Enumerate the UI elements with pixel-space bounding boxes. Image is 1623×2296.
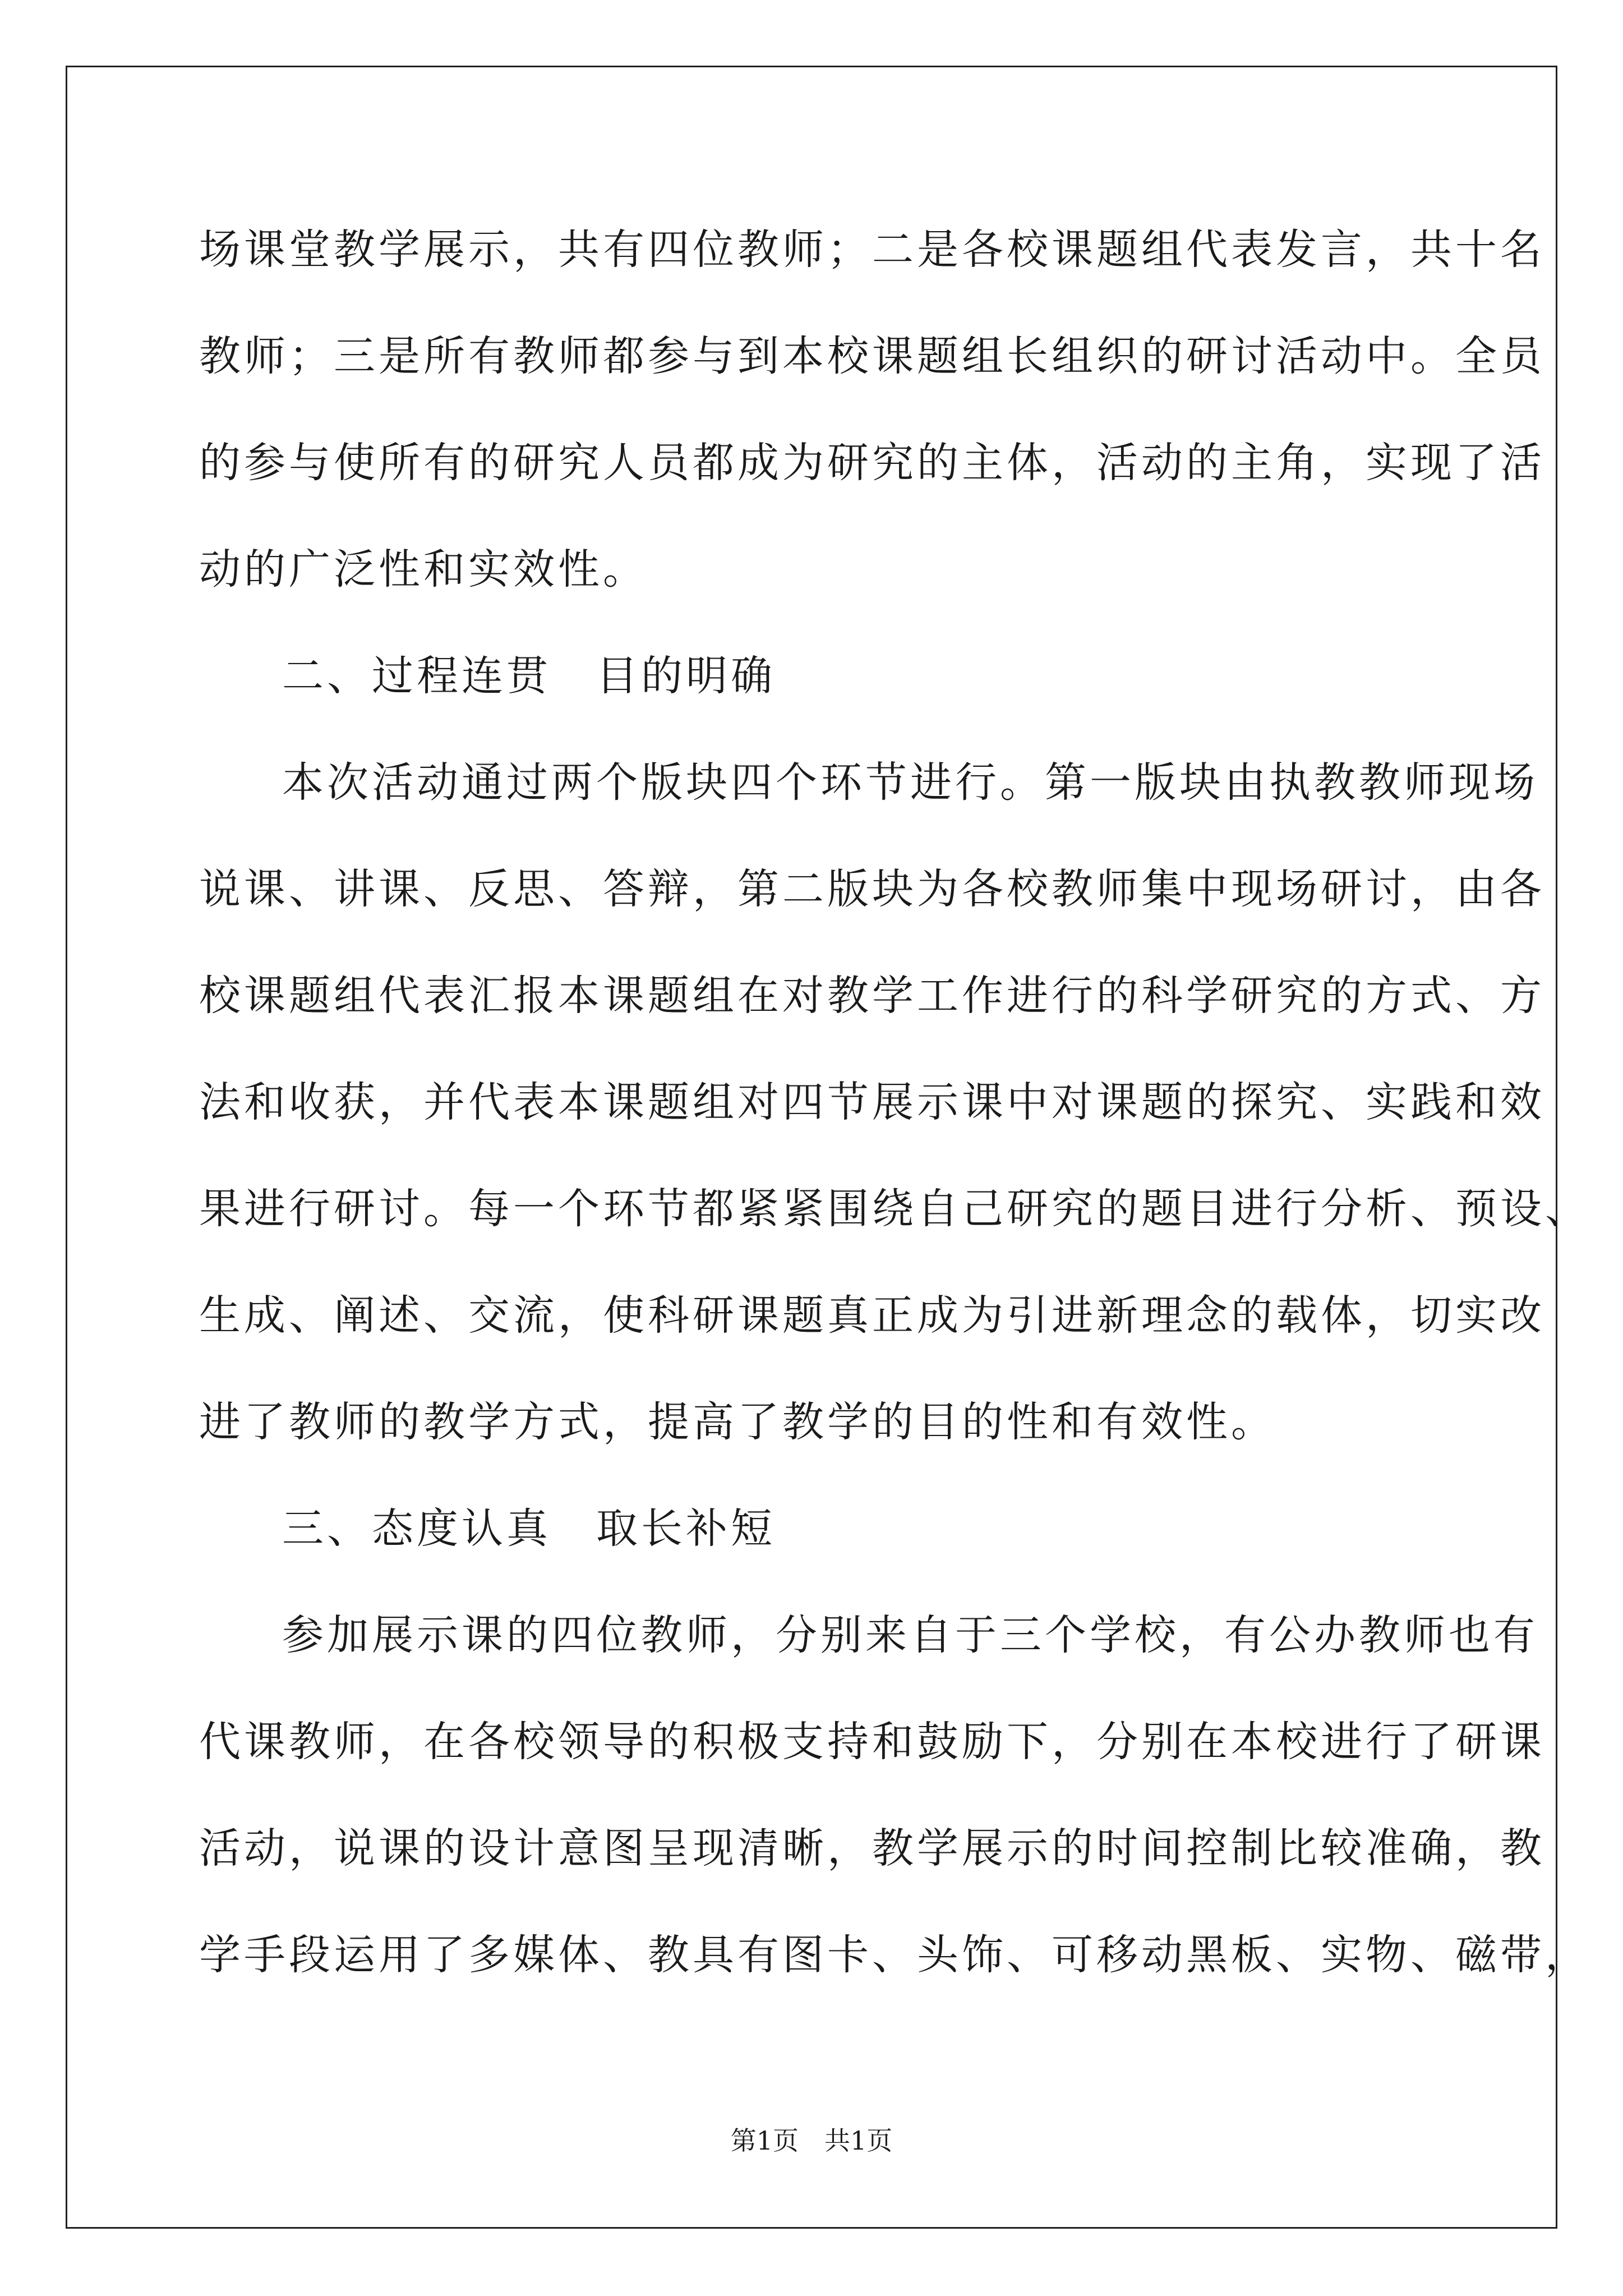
text-line: 代课教师，在各校领导的积极支持和鼓励下，分别在本校进行了研课 xyxy=(199,1718,1545,1766)
section-heading: 三、态度认真 取长补短 xyxy=(282,1504,776,1553)
text-line: 场课堂教学展示，共有四位教师；二是各校课题组代表发言，共十名 xyxy=(199,226,1545,274)
text-line: 的参与使所有的研究人员都成为研究的主体，活动的主角，实现了活 xyxy=(199,439,1545,487)
text-line: 生成、阐述、交流，使科研课题真正成为引进新理念的载体，切实改 xyxy=(199,1291,1545,1340)
text-line: 说课、讲课、反思、答辩，第二版块为各校教师集中现场研讨，由各 xyxy=(199,865,1545,913)
page-footer: 第1页 共1页 xyxy=(730,2125,893,2156)
text-line: 本次活动通过两个版块四个环节进行。第一版块由执教教师现场 xyxy=(282,758,1538,807)
text-line: 教师；三是所有教师都参与到本校课题组长组织的研讨活动中。全员 xyxy=(199,332,1545,380)
text-line: 进了教师的教学方式，提高了教学的目的性和有效性。 xyxy=(199,1398,1276,1446)
text-line: 动的广泛性和实效性。 xyxy=(199,545,648,593)
text-line: 果进行研讨。每一个环节都紧紧围绕自己研究的题目进行分析、预设、 xyxy=(199,1185,1590,1233)
text-line: 校课题组代表汇报本课题组在对教学工作进行的科学研究的方式、方 xyxy=(199,972,1545,1020)
section-heading: 二、过程连贯 目的明确 xyxy=(282,652,776,700)
document-body xyxy=(199,208,1590,2019)
text-line: 活动，说课的设计意图呈现清晰，教学展示的时间控制比较准确，教 xyxy=(199,1824,1545,1872)
text-line: 参加展示课的四位教师，分别来自于三个学校，有公办教师也有 xyxy=(282,1611,1538,1659)
text-line: 法和收获，并代表本课题组对四节展示课中对课题的探究、实践和效 xyxy=(199,1078,1545,1126)
text-line: 学手段运用了多媒体、教具有图卡、头饰、可移动黑板、实物、磁带， xyxy=(199,1931,1590,1979)
